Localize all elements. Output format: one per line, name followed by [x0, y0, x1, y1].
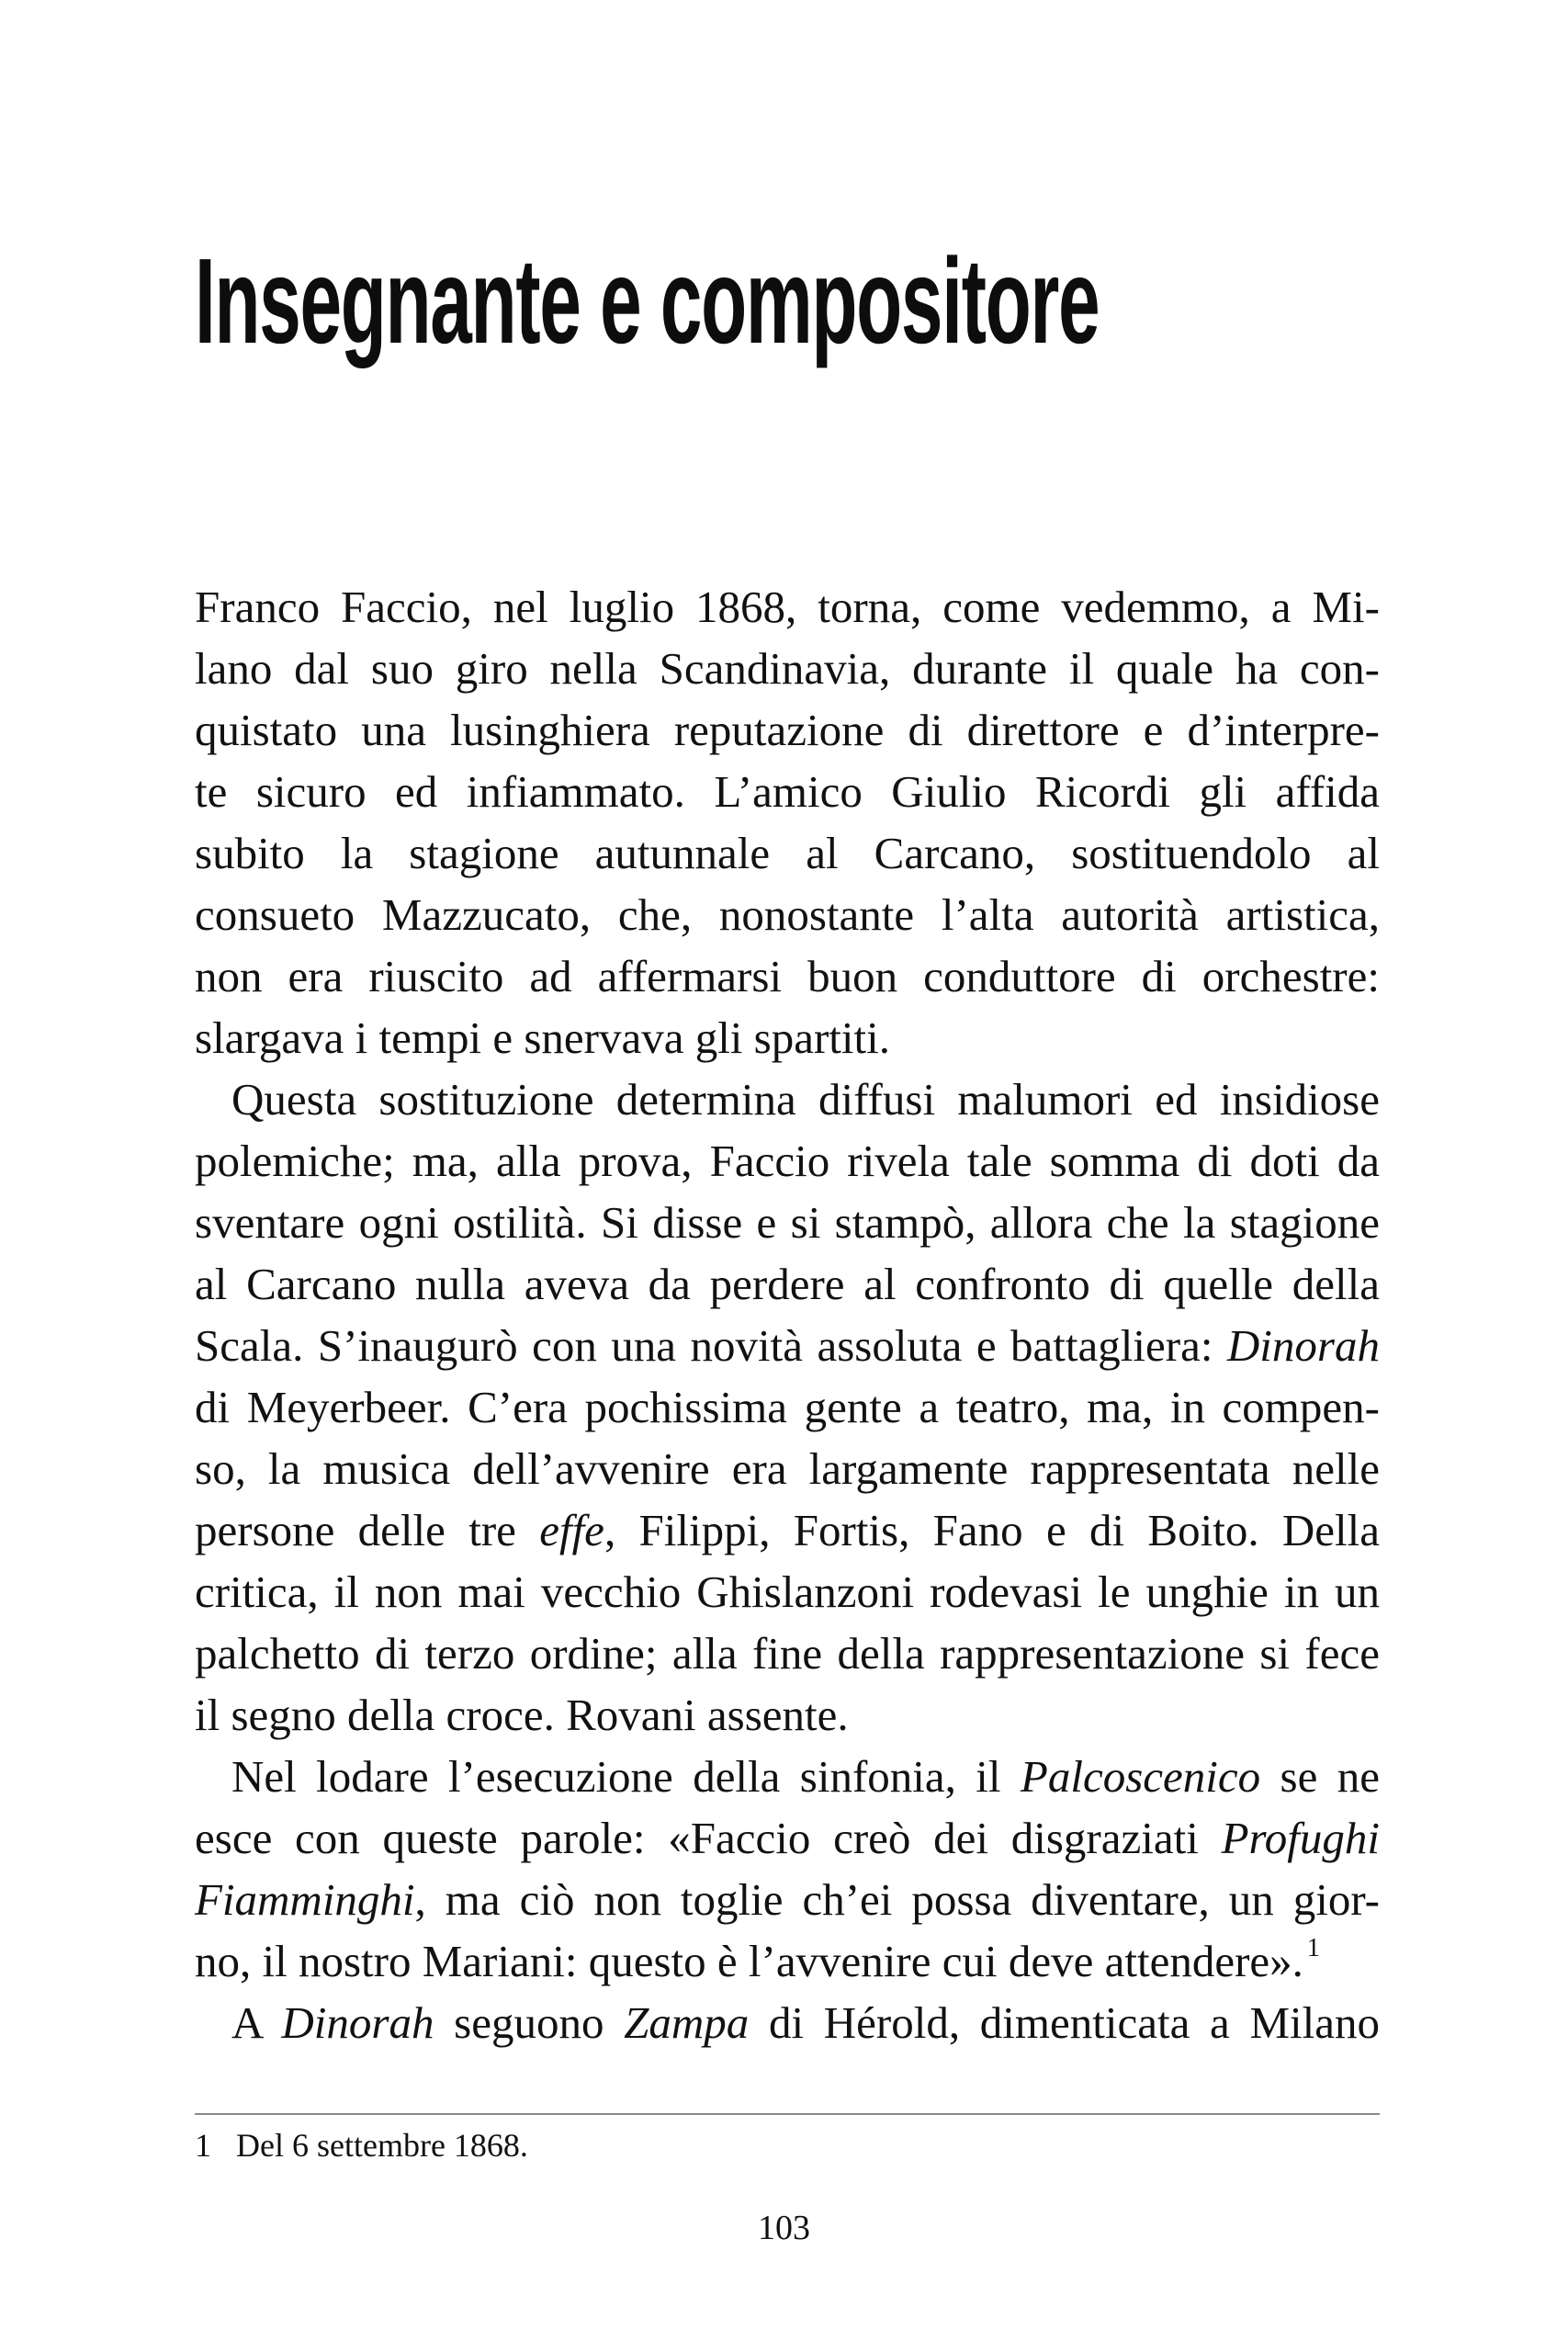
text-segment: A	[231, 1997, 282, 2048]
italic-title: effe	[539, 1505, 604, 1555]
text-line	[195, 761, 1380, 822]
text-line	[195, 1438, 1380, 1499]
text-segment: sventare ogni ostilità. Si disse e si stampò, allora che la stagione	[195, 1197, 1380, 1248]
text-segment: , ma ciò non toglie ch’ei possa diventare, un gior-	[414, 1874, 1380, 1925]
footnote-text: Del 6 settembre 1868.	[236, 2127, 528, 2164]
italic-title: Dinorah	[1226, 1320, 1380, 1371]
italic-title: Palcoscenico	[1020, 1751, 1261, 1802]
text-segment: di Hérold, dimenticata a Milano	[749, 1997, 1380, 2048]
text-segment: Franco Faccio, nel luglio 1868, torna, come vedemmo, a Mi-	[195, 582, 1380, 632]
text-segment: esce con queste parole: «Faccio creò dei disgraziati	[195, 1813, 1222, 1863]
text-line	[195, 576, 1380, 638]
text-line	[195, 1684, 1380, 1746]
text-segment: critica, il non mai vecchio Ghislanzoni rodevasi le unghie in un	[195, 1566, 1380, 1617]
text-segment: consueto Mazzucato, che, nonostante l’alta autorità artistica,	[195, 889, 1380, 940]
text-line	[195, 1930, 1380, 1992]
text-line	[195, 884, 1380, 945]
text-segment: Questa sostituzione determina diffusi malumori ed insidiose	[231, 1074, 1380, 1125]
body-text	[195, 576, 1380, 2053]
text-segment: di Meyerbeer. C’era pochissima gente a teatro, ma, in compen-	[195, 1382, 1380, 1432]
text-line	[195, 822, 1380, 884]
text-line	[195, 1561, 1380, 1623]
text-segment: al Carcano nulla aveva da perdere al confronto di quelle della	[195, 1259, 1380, 1309]
text-segment: polemiche; ma, alla prova, Faccio rivela tale somma di doti da	[195, 1136, 1380, 1186]
text-line	[195, 699, 1380, 761]
text-segment: Scala. S’inaugurò con una novità assoluta e battagliera:	[195, 1320, 1227, 1371]
text-segment: te sicuro ed infiammato. L’amico Giulio Ricordi gli affida	[195, 766, 1380, 817]
text-line	[195, 1253, 1380, 1315]
text-line	[195, 1623, 1380, 1684]
text-segment: no, il nostro Mariani: questo è l’avvenire cui deve attendere».	[195, 1936, 1303, 1986]
text-line	[195, 1192, 1380, 1253]
text-line	[195, 1869, 1380, 1930]
text-segment: subito la stagione autunnale al Carcano, sostituendolo al	[195, 828, 1380, 878]
footnote-divider	[195, 2113, 1380, 2115]
paragraph-first-line	[195, 1069, 1380, 1130]
italic-title: Profughi	[1221, 1813, 1380, 1863]
italic-title: Dinorah	[281, 1997, 434, 2048]
text-segment: se ne	[1260, 1751, 1380, 1802]
text-segment: persone delle tre	[195, 1505, 540, 1555]
footnote-number: 1	[195, 2127, 211, 2164]
text-line	[195, 1315, 1380, 1376]
text-line	[195, 638, 1380, 699]
text-segment: lano dal suo giro nella Scandinavia, durante il quale ha con-	[195, 643, 1380, 694]
footnote-reference: 1	[1306, 1934, 1320, 1962]
text-segment: , Filippi, Fortis, Fano e di Boito. Della	[604, 1505, 1380, 1555]
text-line	[195, 1499, 1380, 1561]
text-line	[195, 1007, 1380, 1069]
chapter-title: Insegnante e compositore	[195, 233, 1100, 368]
page-number: 103	[758, 2209, 810, 2247]
text-line	[195, 1807, 1380, 1869]
italic-title: Fiamminghi	[195, 1874, 415, 1925]
italic-title: Zampa	[624, 1997, 750, 2048]
text-segment: palchetto di terzo ordine; alla fine della rappresentazione si fece	[195, 1628, 1380, 1679]
text-segment: non era riuscito ad affermarsi buon conduttore di orchestre:	[195, 951, 1380, 1001]
text-segment: il segno della croce. Rovani assente.	[195, 1690, 849, 1740]
paragraph-first-line	[195, 1746, 1380, 1807]
paragraph-first-line	[195, 1992, 1380, 2053]
text-line	[195, 1376, 1380, 1438]
text-segment: so, la musica dell’avvenire era largamente rappresentata nelle	[195, 1443, 1380, 1494]
text-line	[195, 945, 1380, 1007]
footnote	[195, 2122, 528, 2168]
text-segment: Nel lodare l’esecuzione della sinfonia, il	[231, 1751, 1021, 1802]
text-segment: seguono	[434, 1997, 625, 2048]
text-segment: quistato una lusinghiera reputazione di direttore e d’interpre-	[195, 705, 1380, 755]
text-line	[195, 1130, 1380, 1192]
text-segment: slargava i tempi e snervava gli spartiti.	[195, 1012, 891, 1063]
